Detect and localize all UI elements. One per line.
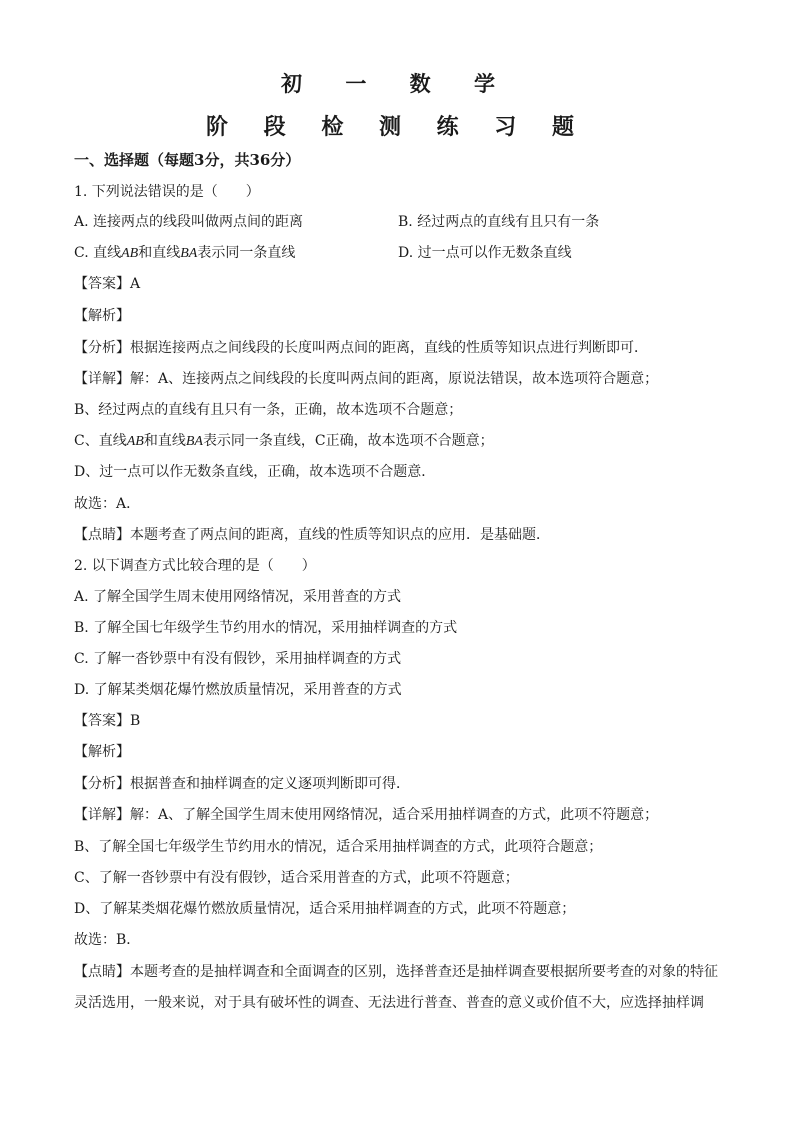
q2-analysis-tag: 【解析】 xyxy=(74,744,130,760)
q2-xiangjie-tag: 【详解】 xyxy=(74,807,130,823)
q1-xiangjie-text: 解：A、连接两点之间线段的长度叫两点间的距离，原说法错误，故本选项符合题意； xyxy=(130,371,659,387)
q1-line-c-ab: AB xyxy=(126,434,144,449)
q2-dianjing-tag: 【点睛】 xyxy=(74,964,130,980)
q2-dianjing-text-1: 本题考查的是抽样调查和全面调查的区别，选择普查还是抽样调查要根据所要考查的对象的特征 xyxy=(130,964,718,980)
q2-answer xyxy=(74,711,140,731)
q2-answer-tag: 【答案】 xyxy=(74,713,130,729)
q2-option-b: B. 了解全国七年级学生节约用水的情况，采用抽样调查的方式 xyxy=(74,620,458,636)
q2-dianjing xyxy=(74,962,718,982)
q1-fenxi-text: 根据连接两点之间线段的长度叫两点间的距离，直线的性质等知识点进行判断即可． xyxy=(130,340,648,356)
q1-answer-value: A xyxy=(130,276,141,292)
q1-line-c-mid: 和直线 xyxy=(143,433,186,449)
q1-option-c-post: 表示同一条直线 xyxy=(197,245,296,261)
q1-answer xyxy=(74,274,140,294)
q2-fenxi-tag: 【分析】 xyxy=(74,776,130,792)
q1-option-c-ab: AB xyxy=(121,246,139,261)
page-title: 初 一 数 学 xyxy=(281,71,513,96)
q2-option-d: D. 了解某类烟花爆竹燃放质量情况，采用普查的方式 xyxy=(74,682,402,698)
q1-answer-tag: 【答案】 xyxy=(74,276,130,292)
section-heading: 一、选择题（每题3分，共36分） xyxy=(74,151,301,169)
q1-line-b: B、经过两点的直线有且只有一条，正确，故本选项不合题意； xyxy=(74,402,463,418)
q1-fenxi xyxy=(74,338,648,358)
q1-option-c-pre: C. 直线 xyxy=(74,245,122,261)
page-subtitle: 阶 段 检 测 练 习 题 xyxy=(206,114,588,140)
q1-option-c-mid: 和直线 xyxy=(138,245,181,261)
q1-dianjing-tag: 【点睛】 xyxy=(74,527,130,543)
q1-xiangjie xyxy=(74,369,658,389)
q2-line-c: C、了解一沓钞票中有没有假钞，适合采用普查的方式，此项不符题意； xyxy=(74,870,519,886)
q1-option-c xyxy=(74,243,295,264)
q1-line-c-ba: BA xyxy=(185,434,203,449)
q1-line-c-pre: C、直线 xyxy=(74,433,127,449)
q1-option-c-ba: BA xyxy=(180,246,198,261)
q1-analysis-tag: 【解析】 xyxy=(74,308,130,324)
q1-option-d: D. 过一点可以作无数条直线 xyxy=(398,245,572,261)
q2-dianjing-text-2: 灵活选用，一般来说，对于具有破坏性的调查、无法进行普查、普查的意义或价值不大，应选择抽样调 xyxy=(74,995,704,1011)
q1-xiangjie-tag: 【详解】 xyxy=(74,371,130,387)
q2-option-a: A. 了解全国学生周末使用网络情况，采用普查的方式 xyxy=(74,589,402,605)
q1-fenxi-tag: 【分析】 xyxy=(74,340,130,356)
q2-fenxi xyxy=(74,774,410,794)
q2-option-c: C. 了解一沓钞票中有没有假钞，采用抽样调查的方式 xyxy=(74,651,402,667)
q1-stem: 1. 下列说法错误的是（ ） xyxy=(74,184,260,200)
q1-line-c-post: 表示同一条直线，C正确，故本选项不合题意； xyxy=(202,433,494,449)
q2-stem: 2. 以下调查方式比较合理的是（ ） xyxy=(74,558,316,574)
q1-choose: 故选：A． xyxy=(74,496,141,512)
q2-line-d: D、了解某类烟花爆竹燃放质量情况，适合采用抽样调查的方式，此项不符题意； xyxy=(74,901,576,917)
q2-fenxi-text: 根据普查和抽样调查的定义逐项判断即可得． xyxy=(130,776,410,792)
q1-option-b: B. 经过两点的直线有且只有一条 xyxy=(398,214,600,230)
q1-line-c xyxy=(74,431,494,452)
q1-dianjing xyxy=(74,525,550,545)
q1-option-a: A. 连接两点的线段叫做两点间的距离 xyxy=(74,214,304,230)
q1-dianjing-text: 本题考查了两点间的距离，直线的性质等知识点的应用．是基础题． xyxy=(130,527,550,543)
q2-line-b: B、了解全国七年级学生节约用水的情况，适合采用抽样调查的方式，此项符合题意； xyxy=(74,839,603,855)
q2-choose: 故选：B． xyxy=(74,932,141,948)
q2-xiangjie xyxy=(74,805,658,825)
q2-xiangjie-text: 解：A、了解全国学生周末使用网络情况，适合采用抽样调查的方式，此项不符题意； xyxy=(130,807,659,823)
q2-answer-value: B xyxy=(130,713,141,729)
q1-line-d: D、过一点可以作无数条直线，正确，故本选项不合题意． xyxy=(74,464,436,480)
